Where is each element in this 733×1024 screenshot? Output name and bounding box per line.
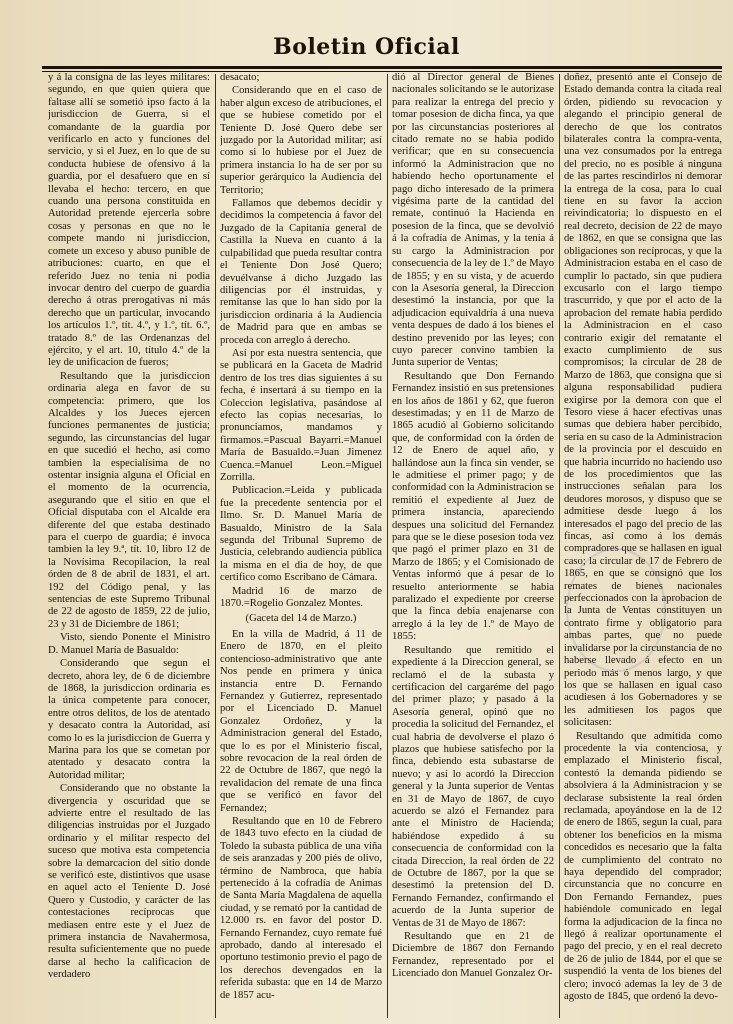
column-3 xyxy=(392,72,554,1020)
paragraph: y á la consigna de las leyes militares: segundo, en que quien quiera que faltase allí se sometió ipso facto á la jurisdiccion de Guerra, si el comandante de la guardia por verificarlo en acto y funciones del servicio, y si el Juez, en lo que de su conducta hubiese de ofensivo á la guardia, por el desafuero que en sí llevaba el hecho: tercero, en que cuando una persona constituida en Autoridad pretende ejercerla sobre cosas y personas en que no le compete mando ni jurisdiccion, comete un exceso y abuso punible de atribuciones: cuarto, en que el referido Juez no tenia ni podia invocar dentro del cuerpo de guardia derecho á otras prerogativas ni más derecho que un particular, invocando los artículos 1.º, tít. 4.º, y 1.º, tít. 6.º, tratado 8.º de las Ordenanzas del ejército, y el art. 10, título 4.º de la ley de unificacion de fueros; xyxy=(48,72,210,369)
masthead-title: Boletin Oficial xyxy=(273,34,460,60)
column-divider xyxy=(559,74,560,1018)
column-4 xyxy=(564,72,722,1020)
paragraph: Así por esta nuestra sentencia, que se publicará en la Gaceta de Madrid dentro de los tres dias siguientes á su fecha, é insertará á su tiempo en la Coleccion legislativa, pasándose al efecto las copias necesarias, lo pronunciamos, mandamos y firmamos.=Pascual Bayarri.=Manuel María de Basualdo.=Juan Jimenez Cuenca.=Manuel Leon.=Miguel Zorrilla. xyxy=(220,347,382,483)
paragraph: Considerando que en el caso de haber algun exceso de atribuciones, el que se hubiese cometido por el Teniente D. José Quero debe ser juzgado por la Autoridad militar; así como si lo hubiese por el Juez de primera instancia lo ha de ser por su superior gerárquico la Audiencia del Territorio; xyxy=(220,85,382,196)
column-divider xyxy=(387,74,388,1018)
paragraph: dió al Director general de Bienes nacionales solicitando se le autorizase para realizar la entrega del precio y tomar posesion de dicha finca, ya que por las circunstancias posteriores al citado remate no se habia podido verificar; que en su consecuencia informó la Administracion que no habiendo hecho oportunamente el pago dicho interesado de la primera vigésima parte de la cantidad del remate, continuó la Hacienda en posesion de la finca, que se devolvió á la cofradía de Animas, y la tenia á su cargo la Administracion por consecuencia de la ley de 1.º de Mayo de 1855; y en su vista, y de acuerdo con la Asesoría general, la Direccion desestimó la instancia, por que la adjudicacion equivaldría á una nueva venta despues de dado á los bienes el destino prevenido por las leyes; con cuyo parecer convino tambien la Junta superior de Ventas; xyxy=(392,72,554,369)
paragraph: Resultando que en 10 de Febrero de 1843 tuvo efecto en la ciudad de Toledo la subasta pública de una viña de seis aranzadas y 200 piés de olivo, término de Nambroca, que había pertenecido á la cofradía de Animas de Santa María Magdalena de aquella ciudad, y se remató por la cantidad de 12.000 rs. en favor del postor D. Fernando Fernandez, cuyo remate fué aprobado, dando al interesado el oportuno testimonio previo el pago de los derechos devengados en la referida subasta: que en 14 de Marzo de 1857 acu- xyxy=(220,815,382,1001)
paragraph: Resultando que la jurisdiccion ordinaria alega en favor de su competencia: primero, que los Alcaldes y los Jueces ejercen funciones permanentes de justicia; segundo, las circunstancias del lugar en que sucedió el hecho, así como tambien la especialísima de no ostentar insignia alguna el Oficial en el momento de la ocurrencia, asegurando que el sitio en que el Oficial disputaba con el Alcalde era diferente del que estaba destinado para el cuerpo de guardia; é invoca tambien la ley 9.ª, tít. 10, libro 12 de la Novísima Recopilacion, la real órden de 8 de abril de 1831, el art. 192 del Código penal, y las sentencias de este Supremo Tribunal de 22 de agosto de 1859, 22 de julio, 23 y 31 de Diciembre de 1861; xyxy=(48,370,210,630)
signature-line: Madrid 16 de marzo de 1870.=Rogelio Gonzalez Montes. xyxy=(220,585,382,610)
paragraph: Considerando que segun el decreto, ahora ley, de 6 de diciembre de 1868, la jurisdiccion ordinaria es la única competente para conocer, entre otros delitos, de los de atentado y desacato contra la Autoridad, así como lo es la jurisdiccion de Guerra y Marina para los que se cometan por atentado y desacato contra la Autoridad militar; xyxy=(48,658,210,781)
paragraph: En la villa de Madrid, á 11 de Enero de 1870, en el pleito contencioso-administrativo que ante Nos pende en primera y única instancia entre D. Fernando Fernandez y Gutierrez, representado por el Licenciado D. Manuel Gonzalez Ordoñez, y la Administracion general del Estado, que lo es por el Ministerio fiscal, sobre revocacion de la real órden de 22 de Octubre de 1867, que negó la revalidacion del remate de una finca que se verificó en favor del Fernandez; xyxy=(220,628,382,814)
paragraph: Resultando que Don Fernando Fernandez insistió en sus pretensiones en los años de 1861 y 62, que fueron desestimadas; y en 11 de Marzo de 1865 acudió al Gobierno solicitando que, de conformidad con la órden de 12 de Enero de aquel año, y hallándose aun la finca sin vender, se le admitiese el primer pago; y de conformidad con la Administracion se remitió el expediente al Juez de primera instancia, apareciendo despues una solicitud del Fernandez para que se le diese posesion toda vez que pagó el primer plazo en 31 de Marzo de 1865; y el Comisionado de Ventas informó que á pesar de lo resuelto anteriormente se habia paralizado el expediente por creerse que la finca debia enajenarse con arreglo á la ley de 1.º de Mayo de 1855: xyxy=(392,370,554,643)
paragraph: Resultando que en 21 de Diciembre de 1867 don Fernando Fernandez, representado por el Licenciado don Manuel Gonzalez Or- xyxy=(392,931,554,980)
column-1 xyxy=(48,72,210,1020)
masthead xyxy=(0,30,733,64)
paragraph: Publicacion.=Leida y publicada fue la precedente sentencia por el Ilmo. Sr. D. Manuel María de Basualdo, Ministro de la Sala segunda del Tribunal Supremo de Justicia, celebrando audiencia pública la misma en el dia de hoy, de que certifico como Escribano de Cámara. xyxy=(220,485,382,584)
paragraph: Visto, siendo Ponente el Ministro D. Manuel María de Basualdo: xyxy=(48,632,210,656)
faded-library-stamp xyxy=(566,548,666,672)
masthead-rule xyxy=(42,66,722,69)
paragraph: Considerando que no obstante la divergencia y oscuridad que se advierte entre el resultado de las diligencias instruidas por el Juzgado ordinario y el militar respecto del suceso que motiva esta competencia sobre la demarcacion del sitio donde se verificó este, distintivos que usase en aquel acto el Teniente D. José Quero y Custodio, y carácter de las contestaciones recíprocas que mediasen entre este y el Juez de primera instancia de Navahermosa, resulta suficientemente que no puede darse al hecho la calificacion de verdadero xyxy=(48,783,210,981)
paragraph: doñez, presentó ante el Consejo de Estado demanda contra la citada real órden, pidiendo su revocacion y alegando el principio general de derecho de que los contratos bilaterales contra la compra-venta, una vez consumados por la entrega del precio, no es posible á ninguna de las partes rescindirlos ni demorar la entrega de la cosa, para lo cual tiene en su favor la accion reivindicatoria; lo dispuesto en el real decreto, decision de 22 de mayo de 1862, en que se consigna que las obligaciones son recíprocas, y que la Administracion estaba en el caso de cumplir lo pactado, sin que pudiera excusarlo con el largo tiempo trascurrido, y que por el acto de la aprobacion del remate habia perdido la Administracion en el caso contrario exigir del rematante el exacto cumplimiento de sus compromisos; la circular de 28 de Marzo de 1863, que consigna que si alguna responsabilidad pudiera exigirse por la demora con que el Tesoro viese á hacer efectivas unas sumas que debiera haber percibido, seria en su caso de la Administracion de la provincia por el descuido en que habria incurrido no haciendo uso de los procedimientos que las instrucciones señalan para los deudores morosos, y dispuso que se admitiese desde luego á los interesados el pago del precio de las fincas, así como á los demás compradores que se hallasen en igual caso; la circular de 17 de Febrero de 1865, en que se consignó que los remates de bienes nacionales perfeccionados con la aprobacion de la Junta de Ventas constituyen un contrato firme y obligatorio para ambas partes, que no puede invalidarse por la circunstancia de no haberse llevado á efecto en un periodo más ó menos largo, y que los que se hallasen en igual caso acudiesen á los Gobernadores y se les admitiesen los pagos que solicitasen: xyxy=(564,72,722,729)
column-2 xyxy=(220,72,382,1020)
paragraph: desacato; xyxy=(220,72,260,83)
gaceta-reference: (Gaceta del 14 de Marzo.) xyxy=(245,613,357,625)
column-divider xyxy=(215,74,216,1018)
paragraph: Resultando que admitida como procedente la via contenciosa, y emplazado el Ministerio fiscal, contestó la demanda pidiendo se absolviera á la Administracion y se declarase subsistente la real órden reclamada, apoyándose en la de 12 de enero de 1865, segun la cual, para obtener los beneficios en la misma concedidos es necesario que la falta de cumplimiento del contrato no haya dependido del comprador; circunstancia que no concurre en Don Fernando Fernandez, pues habiéndole comunicado en legal forma la adjudicacion de la finca no llegó á realizar oportunamente el pago del precio, y en el real decreto de 26 de julio de 1844, por el que se suspendió la venta de los bienes del clero; invocó ademas la ley de 3 de agosto de 1845, que ordenó la devo- xyxy=(564,730,722,1003)
paragraph: Fallamos que debemos decidir y decidimos la competencia á favor del Juzgado de la Capitanía general de Castilla la Nueva en cuanto á la culpabilidad que pueda resultar contra el Teniente Don José Quero; devuélvanse á dicho Juzgado las diligencias por él instruidas, y remítanse las que lo han sido por la jurisdiccion ordinaria á la Audiencia de Madrid para que en ambas se proceda con arreglo á derecho. xyxy=(220,198,382,346)
paragraph: Resultando que remitido el expediente á la Direccion general, se reclamó el de la subasta y certificacion del cargaréme del pago del primer plazo; y pasado á la Asesoría general, opinó que no procedia la solicitud del Fernandez, el cual habria de devolverse el plazo ó plazos que hubiese satisfecho por la finca, debiendo esta subastarse de nuevo; y así lo acordó la Direccion general y la Junta superior de Ventas en 31 de Mayo de 1867, de cuyo acuerdo se alzó el Fernandez para ante el Ministro de Hacienda; habiéndose expedido á su consecuencia de conformidad con la citada Direccion, la real órden de 22 de Octubre de 1867, por la que se desestimó la pretension del D. Fernando Fernandez, confirmando el acuerdo de la Junta superior de Ventas de 31 de Mayo de 1867: xyxy=(392,644,554,929)
